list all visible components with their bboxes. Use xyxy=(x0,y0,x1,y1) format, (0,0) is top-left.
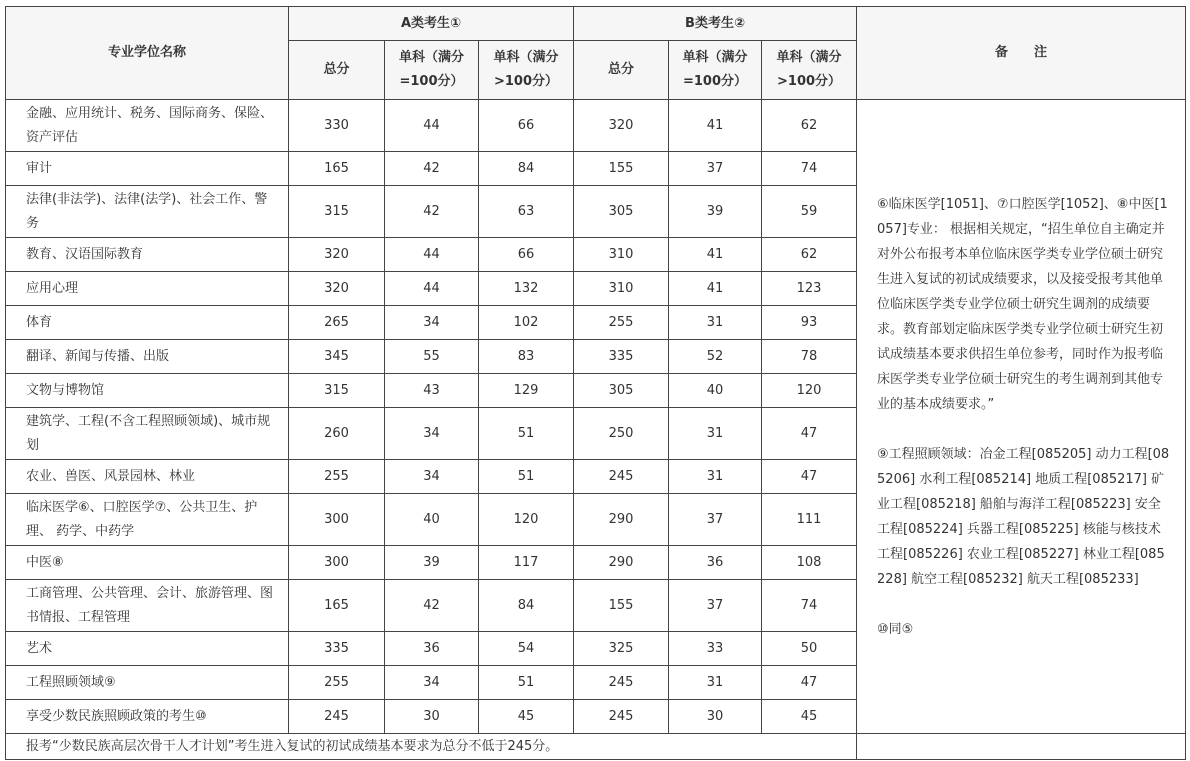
score-cell-b-eq100: 39 xyxy=(669,186,762,238)
score-cell-a-gt100: 117 xyxy=(479,546,574,580)
score-cell-b-total: 335 xyxy=(574,340,669,374)
score-cell-b-gt100: 120 xyxy=(762,374,857,408)
score-cell-a-eq100: 36 xyxy=(385,632,479,666)
score-cell-a-eq100: 42 xyxy=(385,580,479,632)
score-cell-a-total: 335 xyxy=(289,632,385,666)
score-cell-b-eq100: 33 xyxy=(669,632,762,666)
score-cell-a-eq100: 34 xyxy=(385,408,479,460)
score-cell-a-eq100: 44 xyxy=(385,238,479,272)
score-cell-a-gt100: 63 xyxy=(479,186,574,238)
major-name-cell: 建筑学、工程(不含工程照顾领域)、城市规划 xyxy=(6,408,289,460)
score-cell-b-total: 250 xyxy=(574,408,669,460)
score-cell-b-total: 310 xyxy=(574,272,669,306)
score-cell-a-total: 315 xyxy=(289,186,385,238)
score-cell-a-gt100: 129 xyxy=(479,374,574,408)
score-cell-b-total: 290 xyxy=(574,546,669,580)
score-cell-b-total: 155 xyxy=(574,580,669,632)
score-cell-a-gt100: 84 xyxy=(479,580,574,632)
score-cell-b-eq100: 40 xyxy=(669,374,762,408)
header-major: 专业学位名称 xyxy=(6,7,289,100)
score-cell-b-gt100: 47 xyxy=(762,666,857,700)
score-cell-b-gt100: 111 xyxy=(762,494,857,546)
score-cell-b-gt100: 50 xyxy=(762,632,857,666)
score-cell-a-gt100: 132 xyxy=(479,272,574,306)
score-cell-b-gt100: 62 xyxy=(762,100,857,152)
score-cell-a-gt100: 102 xyxy=(479,306,574,340)
remark-same: ⑩同⑤ xyxy=(877,621,914,637)
score-cell-b-gt100: 93 xyxy=(762,306,857,340)
score-cell-a-total: 260 xyxy=(289,408,385,460)
score-cell-a-total: 345 xyxy=(289,340,385,374)
major-name-cell: 工程照顾领域⑨ xyxy=(6,666,289,700)
score-cell-a-gt100: 51 xyxy=(479,666,574,700)
score-cell-a-eq100: 34 xyxy=(385,306,479,340)
score-cell-b-eq100: 52 xyxy=(669,340,762,374)
score-cell-b-gt100: 62 xyxy=(762,238,857,272)
score-cell-a-total: 255 xyxy=(289,460,385,494)
score-cell-a-total: 320 xyxy=(289,272,385,306)
header-remark: 备 注 xyxy=(857,7,1186,100)
score-cell-a-gt100: 84 xyxy=(479,152,574,186)
table-body xyxy=(6,100,1186,760)
score-cell-a-eq100: 39 xyxy=(385,546,479,580)
score-cell-a-total: 265 xyxy=(289,306,385,340)
score-cell-a-eq100: 55 xyxy=(385,340,479,374)
score-cell-a-eq100: 44 xyxy=(385,100,479,152)
score-cell-a-gt100: 54 xyxy=(479,632,574,666)
score-cell-b-gt100: 78 xyxy=(762,340,857,374)
header-group-a: A类考生① xyxy=(289,7,574,41)
remark-medical: ⑥临床医学[1051]、⑦口腔医学[1052]、⑧中医[1057]专业： 根据相关规定，“招生单位自主确定并对外公布报考本单位临床医学类专业学位硕士研究生进入复试的初试成绩要求，以及接受报考其他单位临床医学类专业学位硕士研究生调剂的成绩要求。教育部划定临床医学类专业学位硕士研究生初试成绩基本要求供招生单位参考，同时作为报考临床医学类专业学位硕士研究生的考生调剂到其他专业的基本成绩要求。” xyxy=(877,196,1168,412)
score-cell-b-eq100: 41 xyxy=(669,100,762,152)
score-cell-b-total: 245 xyxy=(574,666,669,700)
header-b-total: 总分 xyxy=(574,41,669,100)
score-cell-b-gt100: 123 xyxy=(762,272,857,306)
score-cell-b-gt100: 74 xyxy=(762,580,857,632)
major-name-cell: 教育、汉语国际教育 xyxy=(6,238,289,272)
score-cell-b-total: 255 xyxy=(574,306,669,340)
score-cell-b-total: 245 xyxy=(574,700,669,734)
score-cell-b-total: 320 xyxy=(574,100,669,152)
score-cell-b-gt100: 47 xyxy=(762,460,857,494)
score-cell-b-total: 155 xyxy=(574,152,669,186)
score-cell-a-total: 245 xyxy=(289,700,385,734)
score-cell-a-eq100: 42 xyxy=(385,152,479,186)
header-a-gt100: 单科（满分 >100分） xyxy=(479,41,574,100)
score-table xyxy=(5,6,1186,760)
score-cell-a-gt100: 83 xyxy=(479,340,574,374)
header-b-gt100: 单科（满分 >100分） xyxy=(762,41,857,100)
score-cell-b-eq100: 31 xyxy=(669,666,762,700)
score-cell-b-total: 305 xyxy=(574,374,669,408)
score-cell-a-gt100: 51 xyxy=(479,460,574,494)
header-group-b: B类考生② xyxy=(574,7,857,41)
major-name-cell: 临床医学⑥、口腔医学⑦、公共卫生、护理、 药学、中药学 xyxy=(6,494,289,546)
remark-cell xyxy=(857,100,1186,734)
footnote-remark-blank xyxy=(857,734,1186,760)
major-name-cell: 法律(非法学)、法律(法学)、社会工作、警务 xyxy=(6,186,289,238)
major-name-cell: 体育 xyxy=(6,306,289,340)
score-cell-b-eq100: 30 xyxy=(669,700,762,734)
score-cell-b-eq100: 36 xyxy=(669,546,762,580)
footnote-text: 报考“少数民族高层次骨干人才计划”考生进入复试的初试成绩基本要求为总分不低于245分。 xyxy=(6,734,857,760)
score-cell-b-eq100: 37 xyxy=(669,494,762,546)
score-cell-a-eq100: 44 xyxy=(385,272,479,306)
score-cell-a-eq100: 40 xyxy=(385,494,479,546)
major-name-cell: 文物与博物馆 xyxy=(6,374,289,408)
score-cell-a-total: 255 xyxy=(289,666,385,700)
major-name-cell: 翻译、新闻与传播、出版 xyxy=(6,340,289,374)
score-cell-a-total: 300 xyxy=(289,546,385,580)
score-cell-b-eq100: 31 xyxy=(669,306,762,340)
header-a-eq100: 单科（满分 =100分） xyxy=(385,41,479,100)
remark-engineering: ⑨工程照顾领域：冶金工程[085205] 动力工程[085206] 水利工程[085214] 地质工程[085217] 矿业工程[085218] 船舶与海洋工程[085223] 安全工程[085224] 兵器工程[085225] 核能与核技术工程[085226] 农业工程[085227] 林业工程[085228] 航空工程[085232] 航天工程[085233] xyxy=(877,446,1170,587)
score-cell-b-gt100: 47 xyxy=(762,408,857,460)
score-cell-a-total: 165 xyxy=(289,580,385,632)
header-b-eq100: 单科（满分 =100分） xyxy=(669,41,762,100)
score-cell-b-gt100: 45 xyxy=(762,700,857,734)
score-cell-a-total: 330 xyxy=(289,100,385,152)
score-cell-b-gt100: 108 xyxy=(762,546,857,580)
score-cell-a-total: 165 xyxy=(289,152,385,186)
score-cell-b-eq100: 41 xyxy=(669,272,762,306)
major-name-cell: 金融、应用统计、税务、国际商务、保险、 资产评估 xyxy=(6,100,289,152)
table-row xyxy=(6,100,1186,152)
score-cell-b-eq100: 41 xyxy=(669,238,762,272)
score-cell-b-eq100: 37 xyxy=(669,580,762,632)
score-cell-a-total: 300 xyxy=(289,494,385,546)
major-name-cell: 审计 xyxy=(6,152,289,186)
score-cell-a-gt100: 51 xyxy=(479,408,574,460)
score-cell-b-total: 305 xyxy=(574,186,669,238)
score-cell-a-eq100: 43 xyxy=(385,374,479,408)
score-cell-a-gt100: 120 xyxy=(479,494,574,546)
score-cell-a-eq100: 42 xyxy=(385,186,479,238)
score-cell-b-total: 245 xyxy=(574,460,669,494)
major-name-cell: 享受少数民族照顾政策的考生⑩ xyxy=(6,700,289,734)
score-cell-a-gt100: 45 xyxy=(479,700,574,734)
score-cell-a-gt100: 66 xyxy=(479,100,574,152)
score-cell-a-total: 315 xyxy=(289,374,385,408)
score-cell-a-eq100: 34 xyxy=(385,666,479,700)
score-cell-b-gt100: 74 xyxy=(762,152,857,186)
score-cell-b-eq100: 31 xyxy=(669,408,762,460)
score-cell-b-total: 310 xyxy=(574,238,669,272)
major-name-cell: 应用心理 xyxy=(6,272,289,306)
header-a-total: 总分 xyxy=(289,41,385,100)
score-cell-a-eq100: 30 xyxy=(385,700,479,734)
score-cell-b-total: 290 xyxy=(574,494,669,546)
score-cell-b-gt100: 59 xyxy=(762,186,857,238)
score-cell-a-gt100: 66 xyxy=(479,238,574,272)
major-name-cell: 工商管理、公共管理、会计、旅游管理、图书情报、工程管理 xyxy=(6,580,289,632)
score-cell-a-eq100: 34 xyxy=(385,460,479,494)
score-cell-b-total: 325 xyxy=(574,632,669,666)
score-cell-b-eq100: 37 xyxy=(669,152,762,186)
major-name-cell: 中医⑧ xyxy=(6,546,289,580)
major-name-cell: 艺术 xyxy=(6,632,289,666)
major-name-cell: 农业、兽医、风景园林、林业 xyxy=(6,460,289,494)
score-cell-b-eq100: 31 xyxy=(669,460,762,494)
footnote-row xyxy=(6,734,1186,760)
score-cell-a-total: 320 xyxy=(289,238,385,272)
